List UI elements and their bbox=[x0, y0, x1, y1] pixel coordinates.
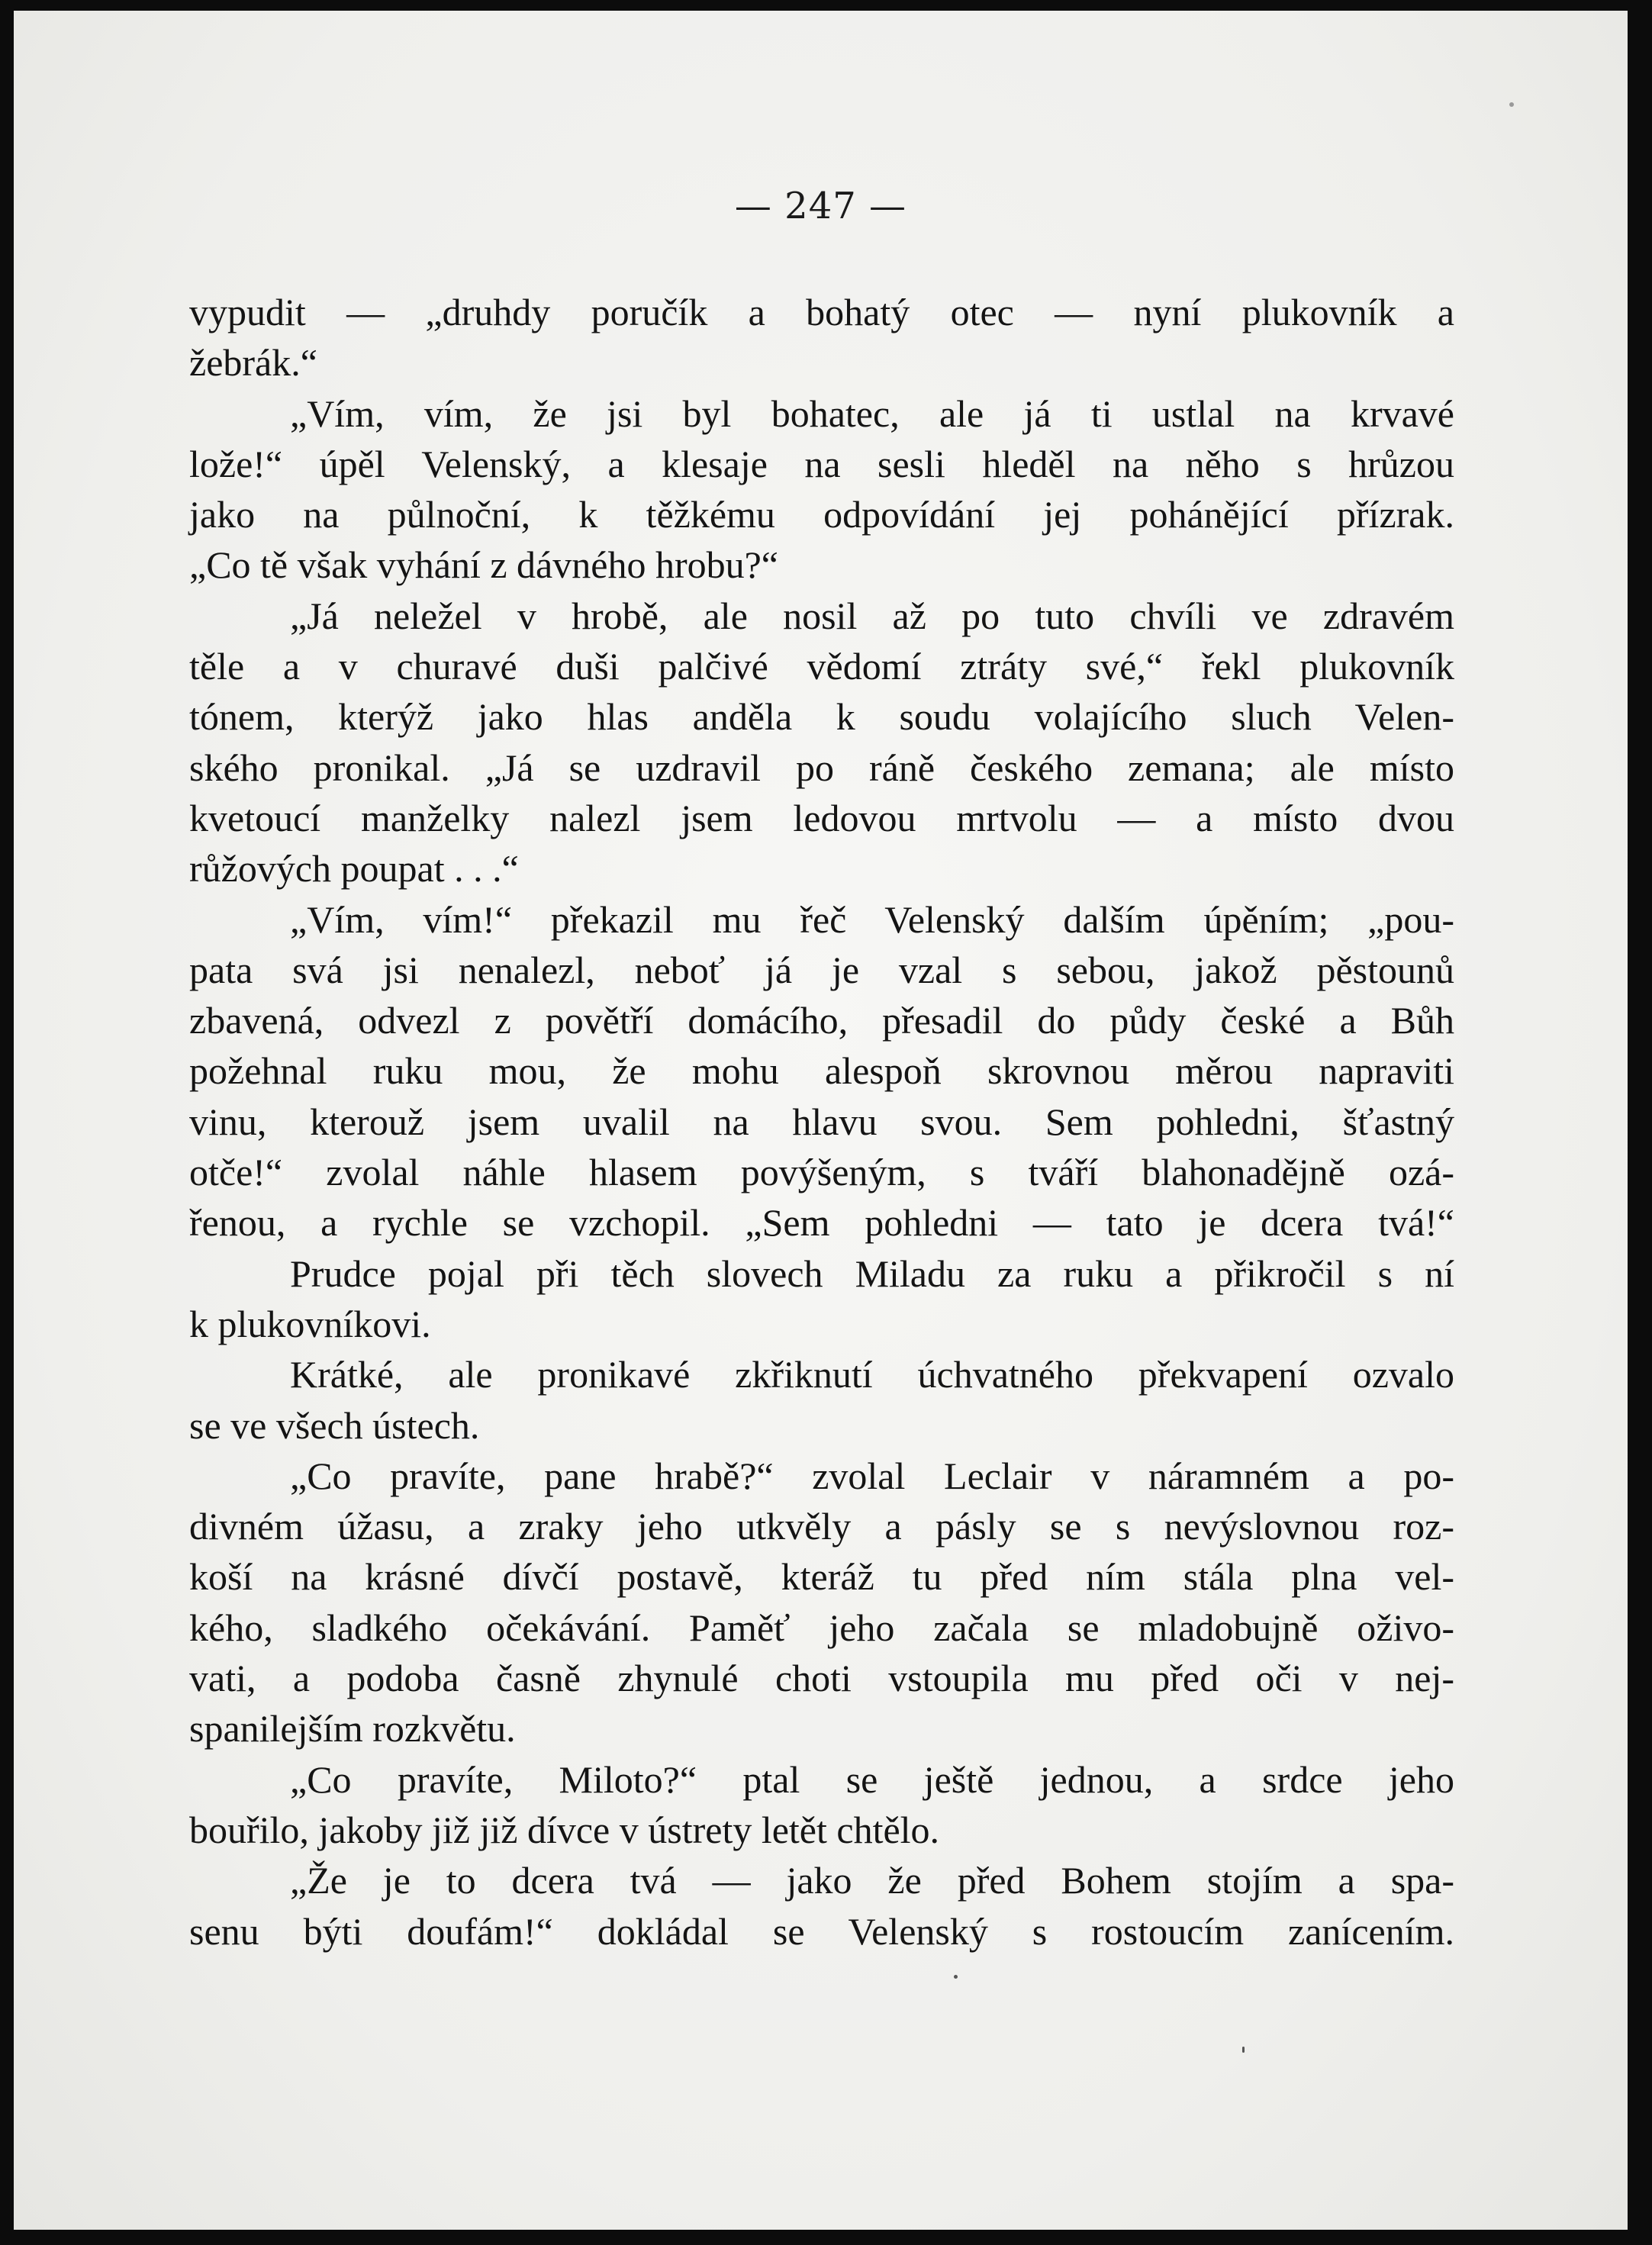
text-line: „Vím, vím!“ překazil mu řeč Velenský dalším úpěním; „pou- bbox=[290, 897, 1454, 941]
text-line: lože!“ úpěl Velenský, a klesaje na sesli hleděl na něho s hrůzou bbox=[189, 442, 1454, 485]
text-line: kvetoucí manželky nalezl jsem ledovou mrtvolu — a místo dvou bbox=[189, 796, 1454, 839]
text-line: se ve všech ústech. bbox=[189, 1403, 480, 1447]
text-line: „Co pravíte, pane hrabě?“ zvolal Leclair v náramném a po- bbox=[290, 1454, 1454, 1497]
text-line: Prudce pojal při těch slovech Miladu za ruku a přikročil s ní bbox=[290, 1251, 1454, 1295]
text-line: kého, sladkého očekávání. Paměť jeho začala se mladobujně oživo- bbox=[189, 1606, 1454, 1649]
text-line: otče!“ zvolal náhle hlasem povýšeným, s tváří blahonadějně ozá- bbox=[189, 1151, 1454, 1194]
body-text bbox=[189, 287, 1454, 1957]
text-line: řenou, a rychle se vzchopil. „Sem pohledni — tato je dcera tvá!“ bbox=[189, 1201, 1454, 1245]
book-page bbox=[14, 11, 1628, 2230]
text-line: požehnal ruku mou, že mohu alespoň skrovnou měrou napraviti bbox=[189, 1049, 1454, 1093]
text-line: tónem, kterýž jako hlas anděla k soudu volajícího sluch Velen- bbox=[189, 695, 1454, 739]
text-line: „Co tě však vyhání z dávného hrobu?“ bbox=[189, 543, 778, 587]
text-line: vati, a podoba časně zhynulé choti vstoupila mu před oči v nej- bbox=[189, 1657, 1454, 1700]
text-line: vinu, kterouž jsem uvalil na hlavu svou. Sem pohledni, šťastný bbox=[189, 1100, 1454, 1143]
text-line: „Vím, vím, že jsi byl bohatec, ale já ti ustlal na krvavé bbox=[290, 391, 1454, 435]
text-line: ského pronikal. „Já se uzdravil po ráně českého zemana; ale místo bbox=[189, 746, 1454, 789]
text-line: „Že je to dcera tvá — jako že před Bohem stojím a spa- bbox=[290, 1859, 1454, 1902]
page-speck bbox=[1509, 102, 1514, 107]
text-line: k plukovníkovi. bbox=[189, 1302, 431, 1345]
page-speck bbox=[954, 1975, 958, 1979]
text-line: spanilejším rozkvětu. bbox=[189, 1707, 516, 1751]
text-line: divném úžasu, a zraky jeho utkvěly a pásly se s nevýslovnou roz- bbox=[189, 1505, 1454, 1548]
text-line: „Co pravíte, Miloto?“ ptal se ještě jednou, a srdce jeho bbox=[290, 1757, 1454, 1801]
text-line: vypudit — „druhdy poručík a bohatý otec — nyní plukovník a bbox=[189, 291, 1454, 333]
text-line: zbavená, odvezl z povětří domácího, přesadil do půdy české a Bůh bbox=[189, 999, 1454, 1042]
text-line: bouřilo, jakoby již již dívce v ústrety letět chtělo. bbox=[189, 1808, 940, 1851]
text-line: těle a v churavé duši palčivé vědomí ztráty své,“ řekl plukovník bbox=[189, 645, 1454, 688]
text-line: růžových poupat . . .“ bbox=[189, 847, 519, 891]
text-line: senu býti doufám!“ dokládal se Velenský s rostoucím zanícením. bbox=[189, 1909, 1454, 1953]
text-line: „Já neležel v hrobě, ale nosil až po tuto chvíli ve zdravém bbox=[290, 594, 1454, 637]
text-line: žebrák.“ bbox=[189, 341, 317, 385]
page-number: — 247 — bbox=[734, 185, 907, 227]
text-line: Krátké, ale pronikavé zkřiknutí úchvatného překvapení ozvalo bbox=[290, 1353, 1454, 1396]
text-line: jako na půlnoční, k těžkému odpovídání jej pohánějící přízrak. bbox=[189, 493, 1454, 536]
text-line: koší na krásné dívčí postavě, kteráž tu před ním stála plna vel- bbox=[189, 1555, 1454, 1599]
page-speck bbox=[1242, 2047, 1245, 2053]
text-line: pata svá jsi nenalezl, neboť já je vzal s sebou, jakož pěstounů bbox=[189, 948, 1454, 991]
